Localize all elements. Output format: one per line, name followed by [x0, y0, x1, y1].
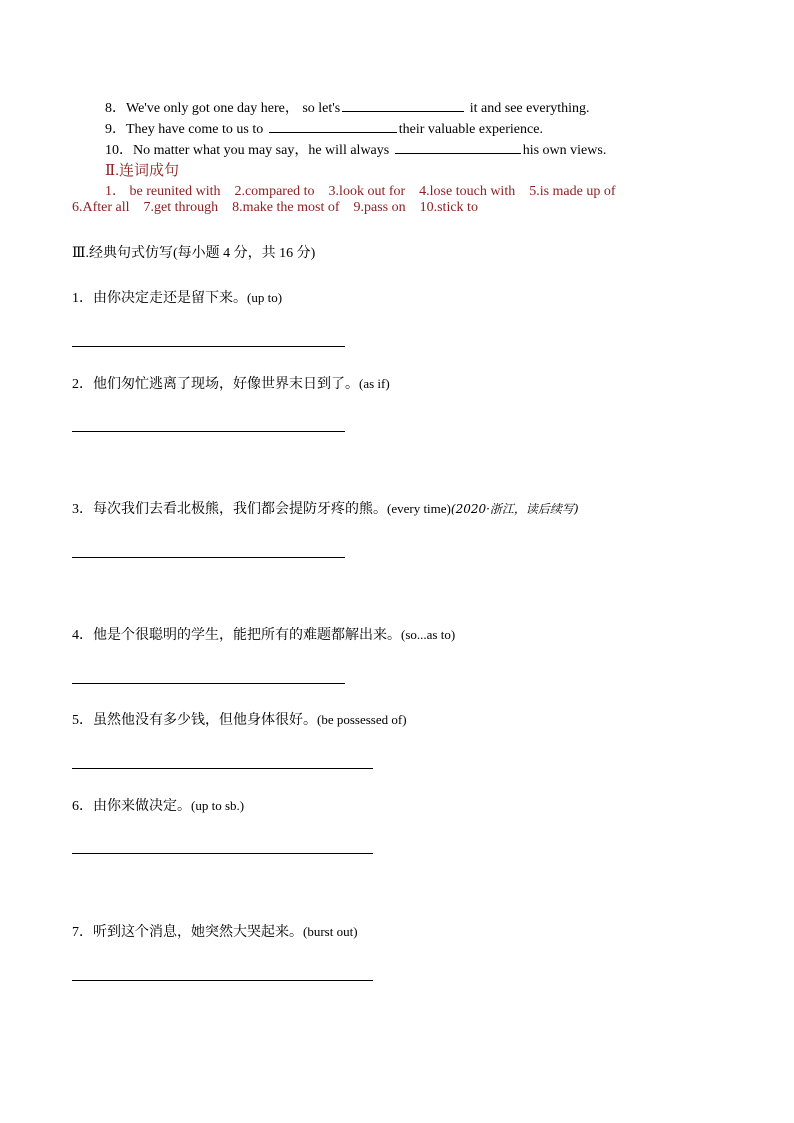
question-text: 由你决定走还是留下来。: [93, 291, 247, 306]
question-5: [72, 709, 407, 729]
question-hint: (every time): [387, 501, 451, 516]
question-source: (2020·浙江，读后续写): [450, 502, 579, 516]
question-2: [72, 373, 390, 393]
fill-blank-9: [105, 118, 543, 138]
sentence-after: it and see everything.: [466, 101, 590, 116]
sentence-before: We've only got one day here， so let's: [126, 101, 341, 116]
question-hint: (up to sb.): [191, 798, 245, 813]
question-number: 6．: [72, 799, 93, 814]
item-number: 9．: [105, 122, 126, 137]
answer-line-7[interactable]: [72, 980, 373, 981]
question-7: [72, 921, 358, 941]
question-number: 3．: [72, 502, 93, 517]
question-hint: (be possessed of): [317, 712, 407, 727]
item-number: 10．: [105, 143, 133, 158]
section-2-answers-line-2: 6.After all 7.get through 8.make the most of 9.pass on 10.stick to: [72, 200, 478, 215]
question-text: 他们匆忙逃离了现场，好像世界末日到了。: [93, 377, 359, 392]
sentence-before: No matter what you may say，he will always: [133, 143, 393, 158]
section-3-title: Ⅲ.经典句式仿写(每小题 4 分，共 16 分): [72, 246, 316, 261]
blank-line[interactable]: [269, 119, 397, 133]
question-number: 5．: [72, 713, 93, 728]
answer-line-3[interactable]: [72, 557, 345, 558]
blank-line[interactable]: [395, 140, 521, 154]
fill-blank-10: [105, 139, 606, 159]
question-1: [72, 287, 282, 307]
sentence-after: his own views.: [522, 143, 607, 158]
question-text: 每次我们去看北极熊，我们都会提防牙疼的熊。: [93, 502, 387, 517]
question-4: [72, 624, 455, 644]
question-text: 虽然他没有多少钱，但他身体很好。: [93, 713, 317, 728]
question-hint: (burst out): [303, 924, 358, 939]
question-number: 1．: [72, 291, 93, 306]
answer-line-1[interactable]: [72, 346, 345, 347]
section-2-title: Ⅱ.连词成句: [105, 163, 179, 179]
fill-blank-8: [105, 97, 590, 117]
question-text: 由你来做决定。: [93, 799, 191, 814]
question-hint: (as if): [359, 376, 390, 391]
answer-line-6[interactable]: [72, 853, 373, 854]
answer-line-5[interactable]: [72, 768, 373, 769]
answer-line-4[interactable]: [72, 683, 345, 684]
blank-line[interactable]: [342, 98, 464, 112]
question-text: 他是个很聪明的学生，能把所有的难题都解出来。: [93, 628, 401, 643]
question-hint: (up to): [247, 290, 283, 305]
question-number: 4．: [72, 628, 93, 643]
question-6: [72, 795, 244, 815]
question-hint: (so...as to): [401, 627, 456, 642]
item-number: 8．: [105, 101, 126, 116]
answer-line-2[interactable]: [72, 431, 345, 432]
question-number: 2．: [72, 377, 93, 392]
question-3: [72, 498, 579, 518]
sentence-before: They have come to us to: [126, 122, 267, 137]
question-text: 听到这个消息，她突然大哭起来。: [93, 925, 303, 940]
question-number: 7．: [72, 925, 93, 940]
section-2-answers-line-1: 1． be reunited with 2.compared to 3.look out for 4.lose touch with 5.is made up of: [105, 184, 616, 199]
sentence-after: their valuable experience.: [398, 122, 543, 137]
